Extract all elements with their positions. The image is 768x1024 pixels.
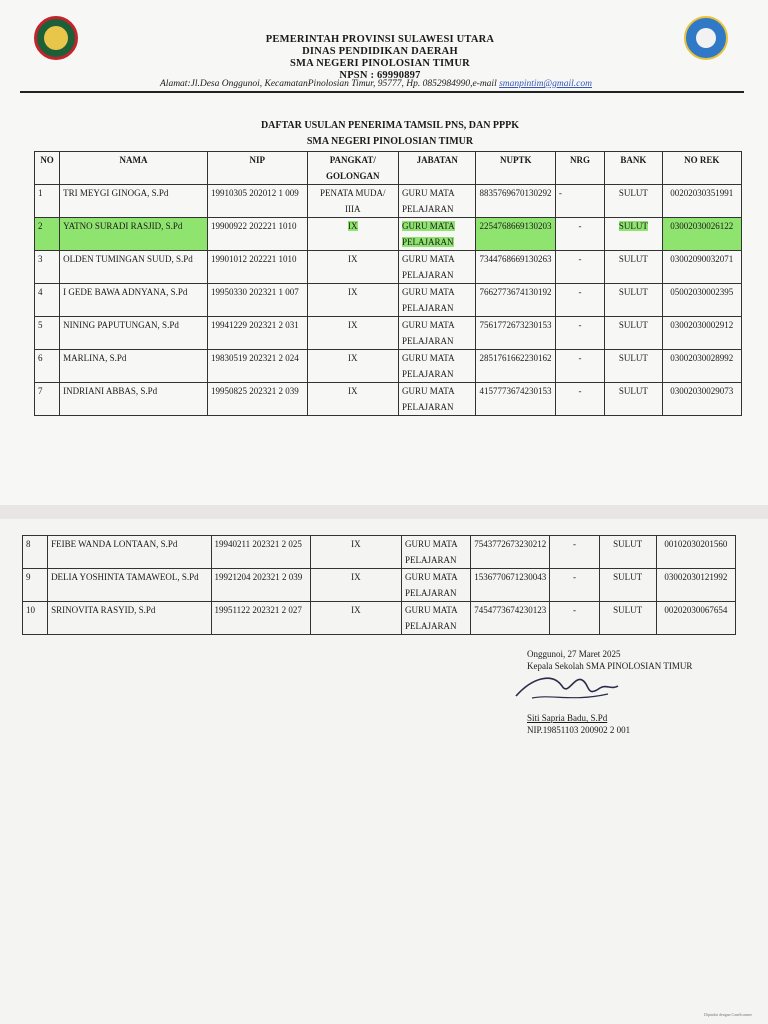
signature-position: Kepala Sekolah SMA PINOLOSIAN TIMUR — [527, 661, 693, 671]
npsn: NPSN : 69990897 — [339, 70, 421, 81]
letterhead-divider — [20, 91, 744, 93]
table-row: 8 FEIBE WANDA LONTAAN, S.Pd 19940211 202321 2 025 IX GURU MATA PELAJARAN 7543772673230212 - SULUT 00102030201560 — [23, 536, 736, 569]
table-row-highlighted: 2 YATNO SURADI RASJID, S.Pd 19900922 202221 1010 IX GURU MATA PELAJARAN 2254768669130203 - SULUT 03002030026122 — [35, 218, 742, 251]
table-row: 10 SRINOVITA RASYID, S.Pd 19951122 202321 2 027 IX GURU MATA PELAJARAN 7454773674230123 - SULUT 00202030067654 — [23, 602, 736, 635]
table-row: 7 INDRIANI ABBAS, S.Pd 19950825 202321 2 039 IX GURU MATA PELAJARAN 4157773674230153 - SULUT 03002030029073 — [35, 383, 742, 416]
letterhead-line: DINAS PENDIDIKAN DAERAH — [302, 46, 458, 57]
document-subtitle: SMA NEGERI PINOLOSIAN TIMUR — [306, 136, 474, 147]
col-jabatan: JABATAN — [399, 152, 476, 185]
tut-wuri-handayani-icon — [684, 16, 728, 60]
handwritten-signature — [512, 668, 622, 708]
signature-date: Onggunoi, 27 Maret 2025 — [527, 649, 621, 659]
col-pangkat: PANGKAT/ GOLONGAN — [307, 152, 399, 185]
province-emblem-icon — [34, 16, 78, 60]
document-title: DAFTAR USULAN PENERIMA TAMSIL PNS, DAN PPPK — [260, 120, 520, 131]
col-nuptk: NUPTK — [476, 152, 555, 185]
document-page-1 — [0, 0, 768, 505]
table-header-row — [35, 152, 742, 185]
table-row: 1 TRI MEYGI GINOGA, S.Pd 19910305 202012 1 009 PENATA MUDA/ IIIA GURU MATA PELAJARAN 8835769670130292 - SULUT 00202030351991 — [35, 185, 742, 218]
col-nrg: NRG — [555, 152, 604, 185]
col-nip: NIP — [207, 152, 307, 185]
recipients-table — [34, 151, 742, 416]
col-no: NO — [35, 152, 60, 185]
email-link[interactable]: smanpintim@gmail.com — [499, 79, 593, 89]
letterhead-line: SMA NEGERI PINOLOSIAN TIMUR — [290, 58, 470, 69]
signatory-nip: NIP.19851103 200902 2 001 — [527, 725, 631, 735]
letterhead-line: PEMERINTAH PROVINSI SULAWESI UTARA — [265, 34, 495, 45]
scanner-watermark: Dipindai dengan CamScanner — [704, 1012, 752, 1017]
table-row: 6 MARLINA, S.Pd 19830519 202321 2 024 IX GURU MATA PELAJARAN 2851761662230162 - SULUT 03002030028992 — [35, 350, 742, 383]
table-row: 9 DELIA YOSHINTA TAMAWEOL, S.Pd 19921204 202321 2 039 IX GURU MATA PELAJARAN 1536770671230043 - SULUT 03002030121992 — [23, 569, 736, 602]
address-text: Alamat:Jl.Desa Onggunoi, KecamatanPinolosian Timur, 95777, Hp. 0852984990,e-mail — [160, 79, 497, 89]
table-row: 4 I GEDE BAWA ADNYANA, S.Pd 19950330 202321 1 007 IX GURU MATA PELAJARAN 7662773674130192 - SULUT 05002030002395 — [35, 284, 742, 317]
col-bank: BANK — [605, 152, 662, 185]
col-norek: NO REK — [662, 152, 742, 185]
page-break — [0, 505, 768, 519]
table-row: 3 OLDEN TUMINGAN SUUD, S.Pd 19901012 202221 1010 IX GURU MATA PELAJARAN 7344768669130263 - SULUT 03002090032071 — [35, 251, 742, 284]
table-row: 5 NINING PAPUTUNGAN, S.Pd 19941229 202321 2 031 IX GURU MATA PELAJARAN 7561772673230153 - SULUT 03002030002912 — [35, 317, 742, 350]
col-nama: NAMA — [60, 152, 208, 185]
signatory-name: Siti Sapria Badu, S.Pd — [527, 713, 608, 723]
letterhead — [180, 34, 580, 82]
address — [160, 79, 630, 89]
recipients-table-continued — [22, 535, 736, 635]
